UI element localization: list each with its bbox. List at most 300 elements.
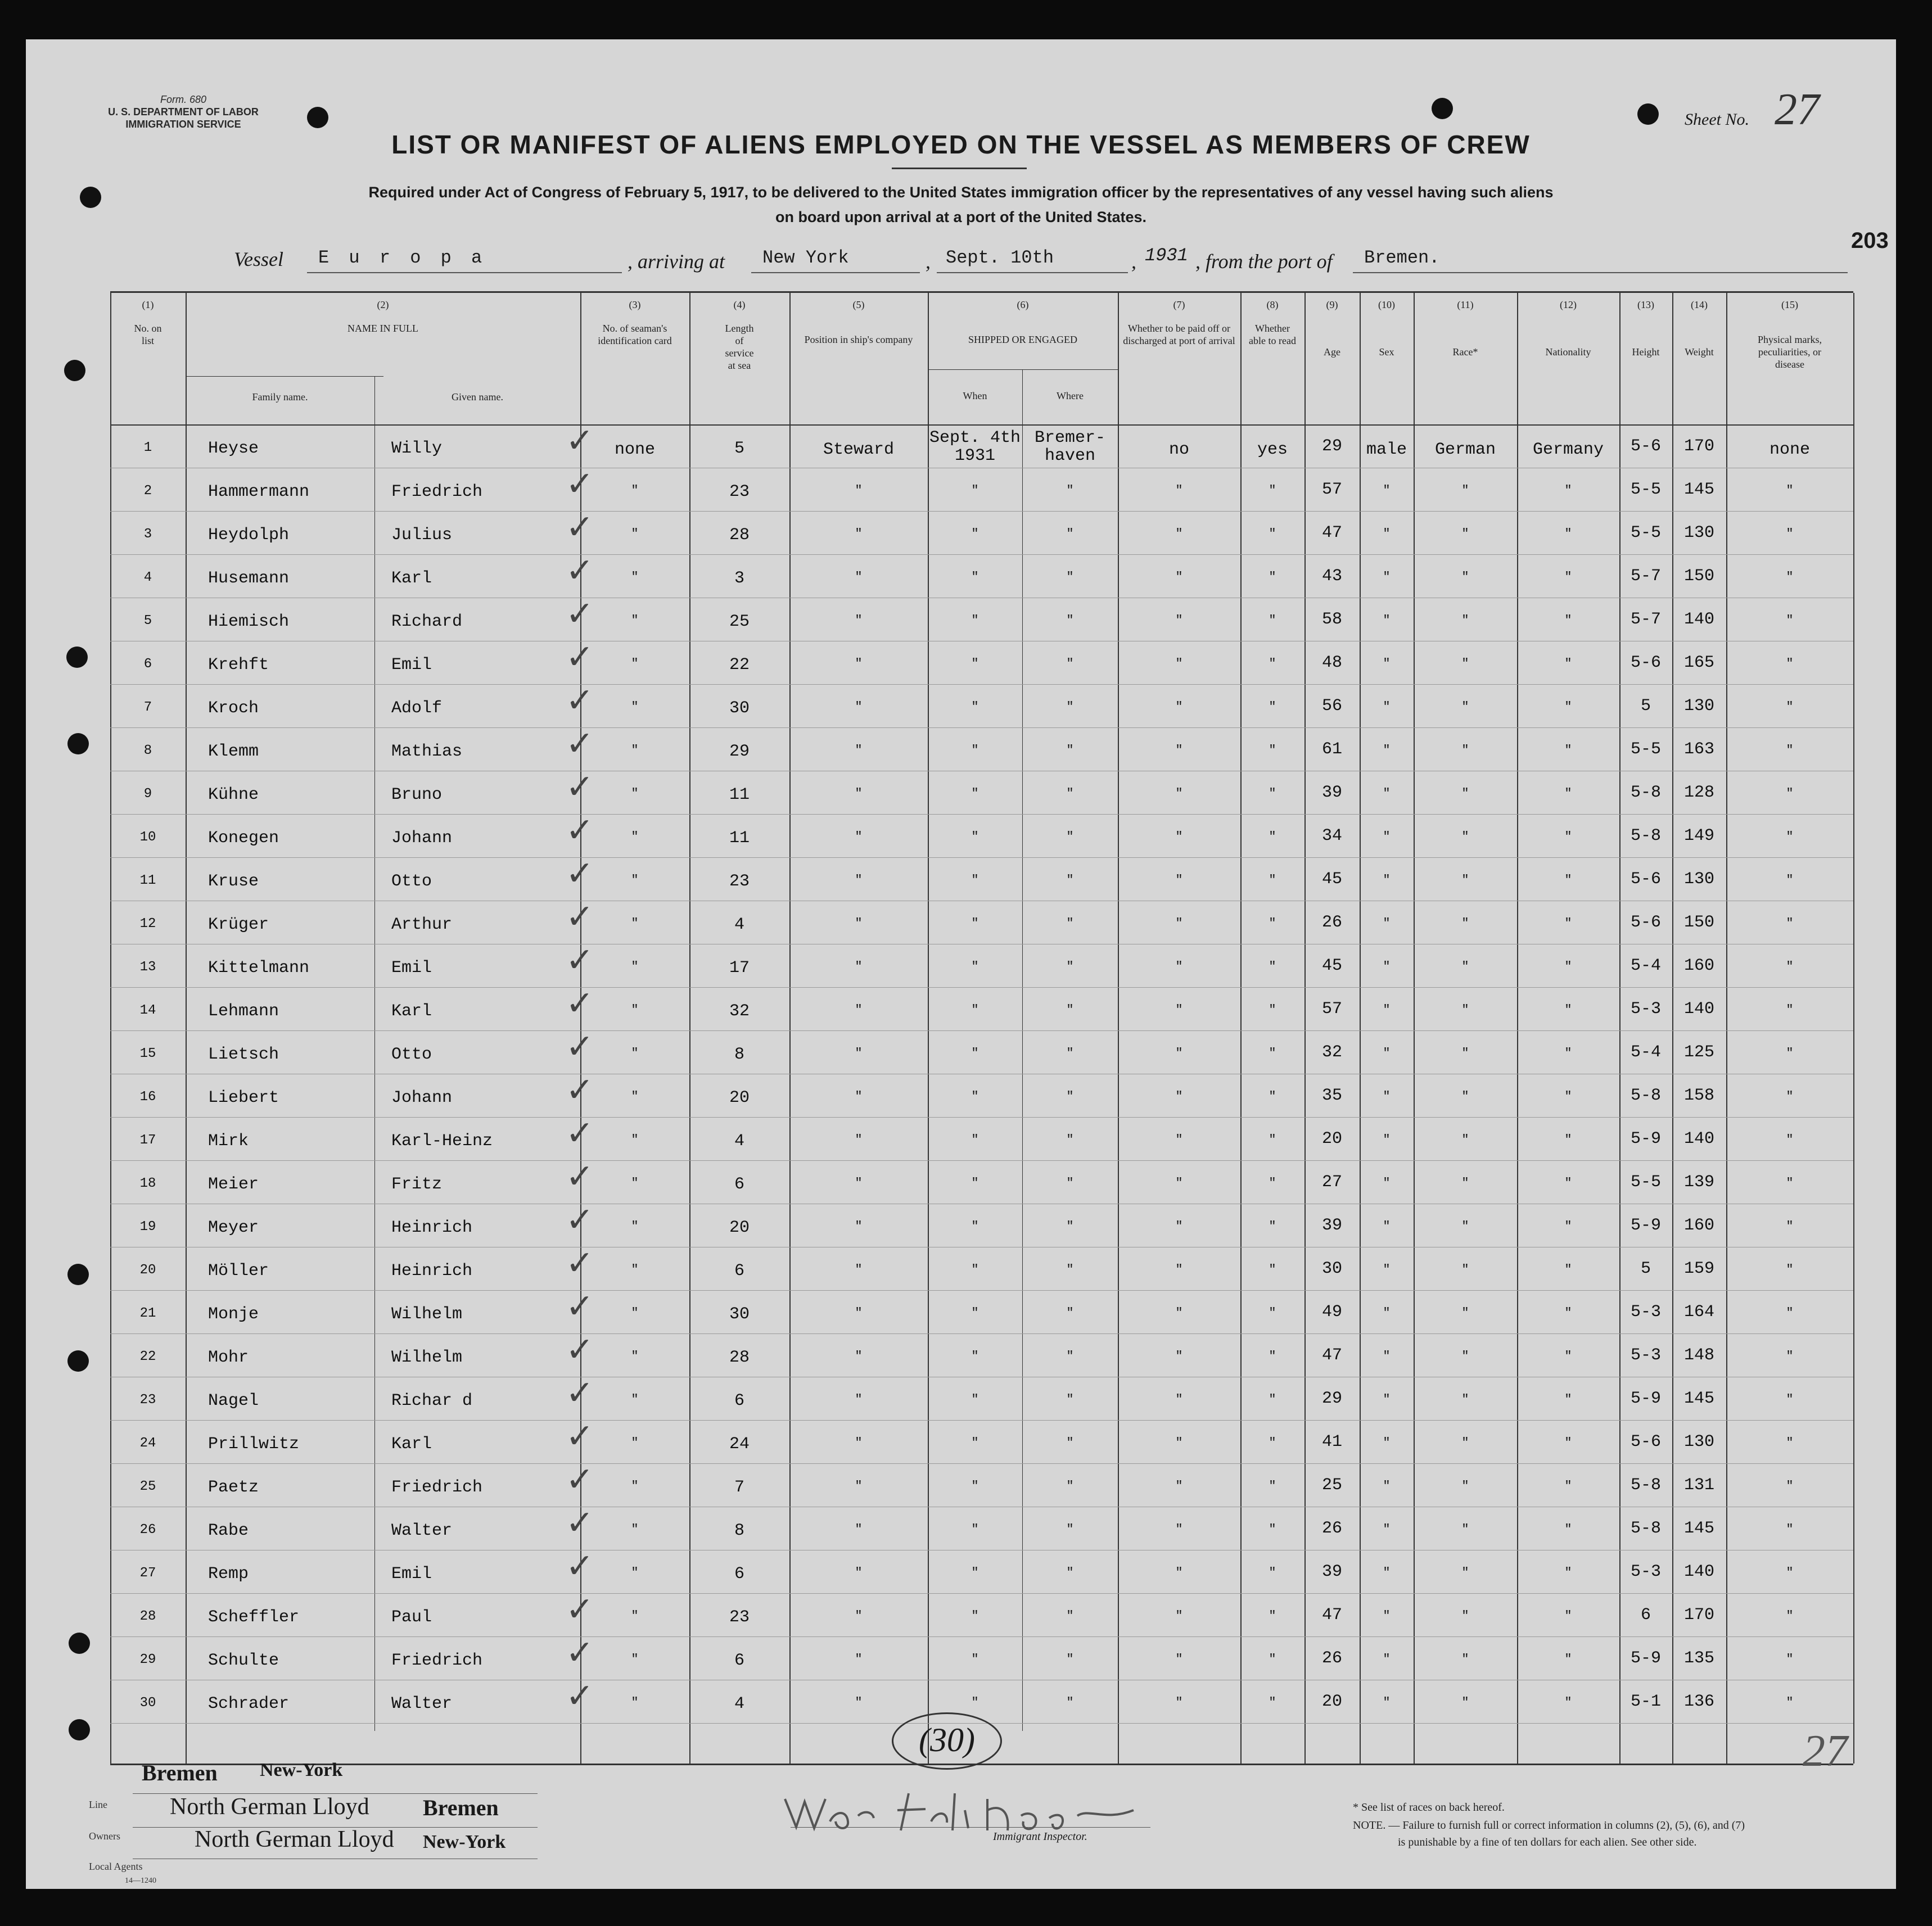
row-1-when-date: Sept. 4th [929,428,1021,447]
col-rule [1118,293,1119,1764]
age: 47 [1321,1606,1342,1625]
ditto-where: " [1066,1696,1074,1710]
ditto-marks: " [1786,1046,1794,1060]
ditto-marks: " [1786,1436,1794,1450]
ditto-when: " [971,830,979,844]
height: 5-7 [1630,610,1661,629]
height: 5-3 [1630,1346,1661,1365]
ditto-read: " [1269,1392,1276,1407]
col-rule [928,293,929,1764]
ditto-paid: " [1175,1219,1183,1233]
header-num: (9) [1326,299,1338,310]
ditto-when: " [971,1046,979,1060]
service-years: 6 [734,1262,744,1281]
weight: 130 [1683,697,1714,716]
ditto-paid: " [1175,1349,1183,1363]
row-rule [110,1030,1853,1031]
given-name: Friedrich [391,482,483,501]
age: 61 [1321,740,1342,759]
ditto-card: " [631,700,639,714]
arrival-date: Sept. 10th [946,247,1054,268]
header-col-12 [1517,299,1619,358]
ditto-read: " [1269,1263,1276,1277]
ditto-sex: " [1383,1306,1391,1320]
given-name: Walter [391,1694,453,1713]
service-years: 5 [734,439,744,458]
ditto-card: " [631,1696,639,1710]
ditto-sex: " [1383,1436,1391,1450]
given-name: Wilhelm [391,1348,463,1367]
ditto-where: " [1066,873,1074,887]
check-mark-icon: ✓ [566,551,594,590]
ditto-where: " [1066,1003,1074,1017]
height: 5-9 [1630,1389,1661,1408]
ditto-sex: " [1383,1089,1391,1104]
line-city: Bremen [142,1760,218,1785]
ditto-sex: " [1383,960,1391,974]
service-years: 30 [729,699,750,718]
ditto-paid: " [1175,786,1183,801]
ditto-paid: " [1175,483,1183,498]
ditto-where: " [1066,613,1074,627]
row-number: 12 [139,916,156,932]
ditto-read: " [1269,1522,1276,1536]
given-name: Emil [391,655,432,675]
ditto-when: " [971,700,979,714]
ditto-sex: " [1383,1133,1391,1147]
ditto-when: " [971,613,979,627]
ditto-when: " [971,873,979,887]
header-num: (15) [1781,299,1798,310]
ditto-race: " [1461,570,1469,584]
header-num: (2) [377,299,389,310]
header-num: (11) [1457,299,1474,310]
row-number: 15 [139,1046,156,1061]
title-divider [892,168,1027,169]
header-num: (4) [733,299,746,310]
ditto-sex: " [1383,1046,1391,1060]
ditto-position: " [855,1263,863,1277]
row-1-nationality: Germany [1532,440,1604,459]
check-mark-icon: ✓ [566,854,594,893]
ditto-paid: " [1175,960,1183,974]
row-rule [110,987,1853,988]
row-number: 14 [139,1003,156,1018]
family-name: Rabe [208,1521,249,1540]
family-name: Hammermann [208,482,310,501]
family-name: Hiemisch [208,612,290,631]
ditto-sex: " [1383,1696,1391,1710]
ditto-paid: " [1175,743,1183,757]
service-years: 11 [729,785,750,804]
ditto-position: " [855,1566,863,1580]
ditto-where: " [1066,483,1074,498]
age: 29 [1321,1389,1342,1408]
ditto-where: " [1066,1349,1074,1363]
header-col-1 [110,299,186,347]
row-number: 3 [143,527,152,542]
ditto-marks: " [1786,960,1794,974]
height: 5-9 [1630,1216,1661,1235]
ditto-read: " [1269,830,1276,844]
inspector-signature [774,1776,1167,1844]
age: 34 [1321,826,1342,846]
ditto-card: " [631,960,639,974]
height: 5-1 [1630,1692,1661,1711]
header-num: (3) [629,299,641,310]
ditto-where: " [1066,527,1074,541]
punch-hole [67,1264,89,1285]
service-years: 28 [729,1348,750,1367]
sheet-number-label: Sheet No. [1685,110,1749,129]
ditto-where: " [1066,1566,1074,1580]
header-text: Race* [1452,346,1478,358]
ditto-nationality: " [1564,1609,1572,1623]
header-bottom-rule [110,424,1853,426]
ditto-paid: " [1175,1522,1183,1536]
ditto-race: " [1461,1566,1469,1580]
given-name: Fritz [391,1175,443,1194]
service-years: 22 [729,655,750,675]
ditto-when: " [971,1089,979,1104]
header-text: No. on list [134,323,162,346]
weight: 130 [1683,523,1714,542]
family-name: Nagel [208,1391,259,1410]
given-name: Mathias [391,742,463,761]
ditto-paid: " [1175,1392,1183,1407]
age: 20 [1321,1129,1342,1149]
weight: 149 [1683,826,1714,846]
owners-label: Owners [89,1830,120,1842]
ditto-race: " [1461,1176,1469,1190]
height: 5-9 [1630,1649,1661,1668]
vessel-underline [307,272,622,273]
family-name: Krüger [208,915,269,934]
ditto-read: " [1269,527,1276,541]
ditto-card: " [631,1133,639,1147]
header-where: Where [1057,390,1084,401]
family-name: Schulte [208,1651,279,1670]
header-col-2 [186,299,580,334]
check-mark-icon: ✓ [566,1244,594,1283]
ditto-sex: " [1383,1219,1391,1233]
ditto-nationality: " [1564,1522,1572,1536]
ditto-race: " [1461,1436,1469,1450]
header-text: Physical marks, peculiarities, or disease [1758,334,1822,370]
service-years: 6 [734,1565,744,1584]
ditto-race: " [1461,1609,1469,1623]
check-mark-icon: ✓ [566,1373,594,1413]
punch-hole [66,646,88,668]
ditto-position: " [855,873,863,887]
height: 5-9 [1630,1129,1661,1149]
col-rule [1726,293,1727,1764]
service-name: IMMIGRATION SERVICE [125,119,241,130]
date-separator: , [926,250,931,273]
ditto-nationality: " [1564,743,1572,757]
ditto-read: " [1269,1176,1276,1190]
ditto-paid: " [1175,700,1183,714]
ditto-sex: " [1383,1522,1391,1536]
subtitle-line-1: Required under Act of Congress of February 5, 1917, to be delivered to the United States immigration officer by the representatives of any vessel having such aliens [368,184,1554,201]
header-col-8 [1240,299,1304,347]
weight: 170 [1683,1606,1714,1625]
ditto-marks: " [1786,700,1794,714]
ditto-nationality: " [1564,960,1572,974]
ditto-position: " [855,1392,863,1407]
ditto-read: " [1269,786,1276,801]
header-text: No. of seaman's identification card [598,323,672,346]
header-num: (6) [1017,299,1029,310]
ditto-paid: " [1175,570,1183,584]
owners-name: North German Lloyd [170,1794,369,1820]
row-rule [110,1333,1853,1334]
row-1-marks: none [1769,440,1810,459]
ditto-card: " [631,1479,639,1493]
ditto-when: " [971,1349,979,1363]
agents-name: North German Lloyd [195,1826,394,1852]
weight: 130 [1683,870,1714,889]
ditto-nationality: " [1564,1306,1572,1320]
height: 5-6 [1630,437,1661,456]
ditto-position: " [855,786,863,801]
weight: 125 [1683,1043,1714,1062]
races-note: * See list of races on back hereof. [1353,1801,1505,1814]
ditto-race: " [1461,613,1469,627]
family-name: Lehmann [208,1002,279,1021]
ditto-when: " [971,1133,979,1147]
ditto-race: " [1461,1089,1469,1104]
row-number: 29 [139,1652,156,1667]
family-name: Kruse [208,872,259,891]
ditto-nationality: " [1564,1349,1572,1363]
ditto-sex: " [1383,1003,1391,1017]
ditto-marks: " [1786,1176,1794,1190]
row-rule [110,511,1853,512]
service-years: 23 [729,482,750,501]
ditto-nationality: " [1564,1436,1572,1450]
header-num: (1) [142,299,154,310]
ditto-when: " [971,1176,979,1190]
ditto-where: " [1066,657,1074,671]
row-1-where-b: haven [1044,446,1095,465]
ditto-race: " [1461,1652,1469,1666]
ditto-position: " [855,1436,863,1450]
ditto-race: " [1461,1306,1469,1320]
service-years: 6 [734,1651,744,1670]
punch-hole [67,1350,89,1372]
ditto-nationality: " [1564,1219,1572,1233]
ditto-read: " [1269,613,1276,627]
ditto-read: " [1269,657,1276,671]
col-rule [1619,293,1620,1764]
departure-port: Bremen. [1364,247,1440,268]
ditto-marks: " [1786,1522,1794,1536]
service-years: 6 [734,1391,744,1410]
ditto-when: " [971,1479,979,1493]
ditto-read: " [1269,1652,1276,1666]
header-col-6 [928,299,1118,346]
height: 5-6 [1630,1432,1661,1452]
weight: 136 [1683,1692,1714,1711]
age: 45 [1321,870,1342,889]
ditto-marks: " [1786,1652,1794,1666]
row-1-sex: male [1366,440,1407,459]
header-text: NAME IN FULL [347,323,418,334]
arriving-label: , arriving at [628,250,725,273]
ditto-position: " [855,527,863,541]
ditto-nationality: " [1564,483,1572,498]
ditto-position: " [855,1479,863,1493]
given-name: Karl-Heinz [391,1132,493,1151]
family-name: Kittelmann [208,959,310,978]
ditto-paid: " [1175,527,1183,541]
ditto-read: " [1269,743,1276,757]
ditto-race: " [1461,786,1469,801]
ditto-marks: " [1786,786,1794,801]
given-name: Friedrich [391,1478,483,1497]
ditto-position: " [855,1696,863,1710]
ditto-paid: " [1175,1306,1183,1320]
header-text: Nationality [1545,346,1591,358]
header-col-7 [1118,299,1240,347]
row-rule [110,1636,1853,1637]
vessel-label: Vessel [234,248,283,270]
ditto-when: " [971,1003,979,1017]
sheet-number: 27 [1775,85,1820,134]
ditto-nationality: " [1564,916,1572,930]
ditto-read: " [1269,873,1276,887]
ditto-marks: " [1786,1089,1794,1104]
family-name: Konegen [208,829,279,848]
ditto-nationality: " [1564,700,1572,714]
given-name: Bruno [391,785,443,804]
header-given-name: Given name. [452,391,503,403]
row-number: 24 [139,1436,156,1451]
ditto-where: " [1066,1522,1074,1536]
ditto-card: " [631,570,639,584]
header-col-10 [1360,299,1414,358]
row-rule [110,1593,1853,1594]
weight: 128 [1683,783,1714,802]
ditto-read: " [1269,1436,1276,1450]
family-name: Heyse [208,439,259,458]
ditto-when: " [971,1263,979,1277]
row-1-when-year: 1931 [954,446,995,465]
height: 6 [1640,1606,1651,1625]
ditto-position: " [855,570,863,584]
ditto-position: " [855,1219,863,1233]
service-years: 32 [729,1002,750,1021]
ditto-card: " [631,743,639,757]
age: 41 [1321,1432,1342,1452]
age: 58 [1321,610,1342,629]
header-num: (7) [1173,299,1185,310]
check-mark-icon: ✓ [566,1157,594,1196]
ditto-paid: " [1175,657,1183,671]
header-num: (13) [1637,299,1654,310]
check-mark-icon: ✓ [566,941,594,980]
ditto-card: " [631,1176,639,1190]
family-name: Prillwitz [208,1435,300,1454]
ditto-marks: " [1786,1306,1794,1320]
ditto-where: " [1066,1046,1074,1060]
ditto-when: " [971,1522,979,1536]
header-num: (14) [1691,299,1708,310]
ditto-paid: " [1175,1263,1183,1277]
shipped-subrule [928,369,1118,370]
subtitle-line-2: on board upon arrival at a port of the United States. [775,209,1147,225]
ditto-where: " [1066,960,1074,974]
ditto-when: " [971,960,979,974]
given-name: Paul [391,1608,432,1627]
row-1-where [1022,429,1118,465]
row-rule [110,554,1853,555]
ditto-nationality: " [1564,613,1572,627]
crew-table [110,291,1853,1765]
height: 5-3 [1630,1562,1661,1581]
penalty-note-1: NOTE. — Failure to furnish full or correct information in columns (2), (5), (6), and (7) [1353,1819,1745,1832]
height: 5-8 [1630,1086,1661,1105]
row-number: 18 [139,1176,156,1191]
check-mark-icon: ✓ [566,1027,594,1066]
height: 5-6 [1630,913,1661,932]
col-rule [1414,293,1415,1764]
ditto-paid: " [1175,613,1183,627]
row-rule [110,857,1853,858]
given-name: Friedrich [391,1651,483,1670]
ditto-when: " [971,916,979,930]
ditto-nationality: " [1564,1089,1572,1104]
ditto-nationality: " [1564,830,1572,844]
ditto-position: " [855,1089,863,1104]
check-mark-icon: ✓ [566,1503,594,1543]
ditto-race: " [1461,1133,1469,1147]
ditto-race: " [1461,1696,1469,1710]
check-mark-icon: ✓ [566,681,594,720]
total-count: (30) [892,1712,1002,1770]
form-number: Form. 680 [160,94,207,105]
age: 56 [1321,697,1342,716]
check-mark-icon: ✓ [566,1114,594,1153]
ditto-position: " [855,1046,863,1060]
header-col-3 [580,299,689,347]
weight: 145 [1683,1519,1714,1538]
ditto-marks: " [1786,1566,1794,1580]
check-mark-icon: ✓ [566,1070,594,1110]
ditto-card: " [631,1609,639,1623]
check-mark-icon: ✓ [566,508,594,547]
ditto-nationality: " [1564,1176,1572,1190]
age: 39 [1321,1562,1342,1581]
row-1-when [928,429,1022,465]
header-text: Length of service at sea [725,323,754,371]
ditto-paid: " [1175,1566,1183,1580]
ditto-sex: " [1383,916,1391,930]
check-mark-icon: ✓ [566,1287,594,1326]
row-number: 7 [143,700,152,715]
ditto-position: " [855,657,863,671]
age: 39 [1321,1216,1342,1235]
ditto-read: " [1269,570,1276,584]
punch-hole [1637,103,1659,125]
height: 5-7 [1630,567,1661,586]
line-label: Line [89,1799,107,1810]
owners-city: Bremen [423,1795,499,1820]
row-rule [110,684,1853,685]
ditto-position: " [855,830,863,844]
row-1-can-read: yes [1257,440,1288,459]
